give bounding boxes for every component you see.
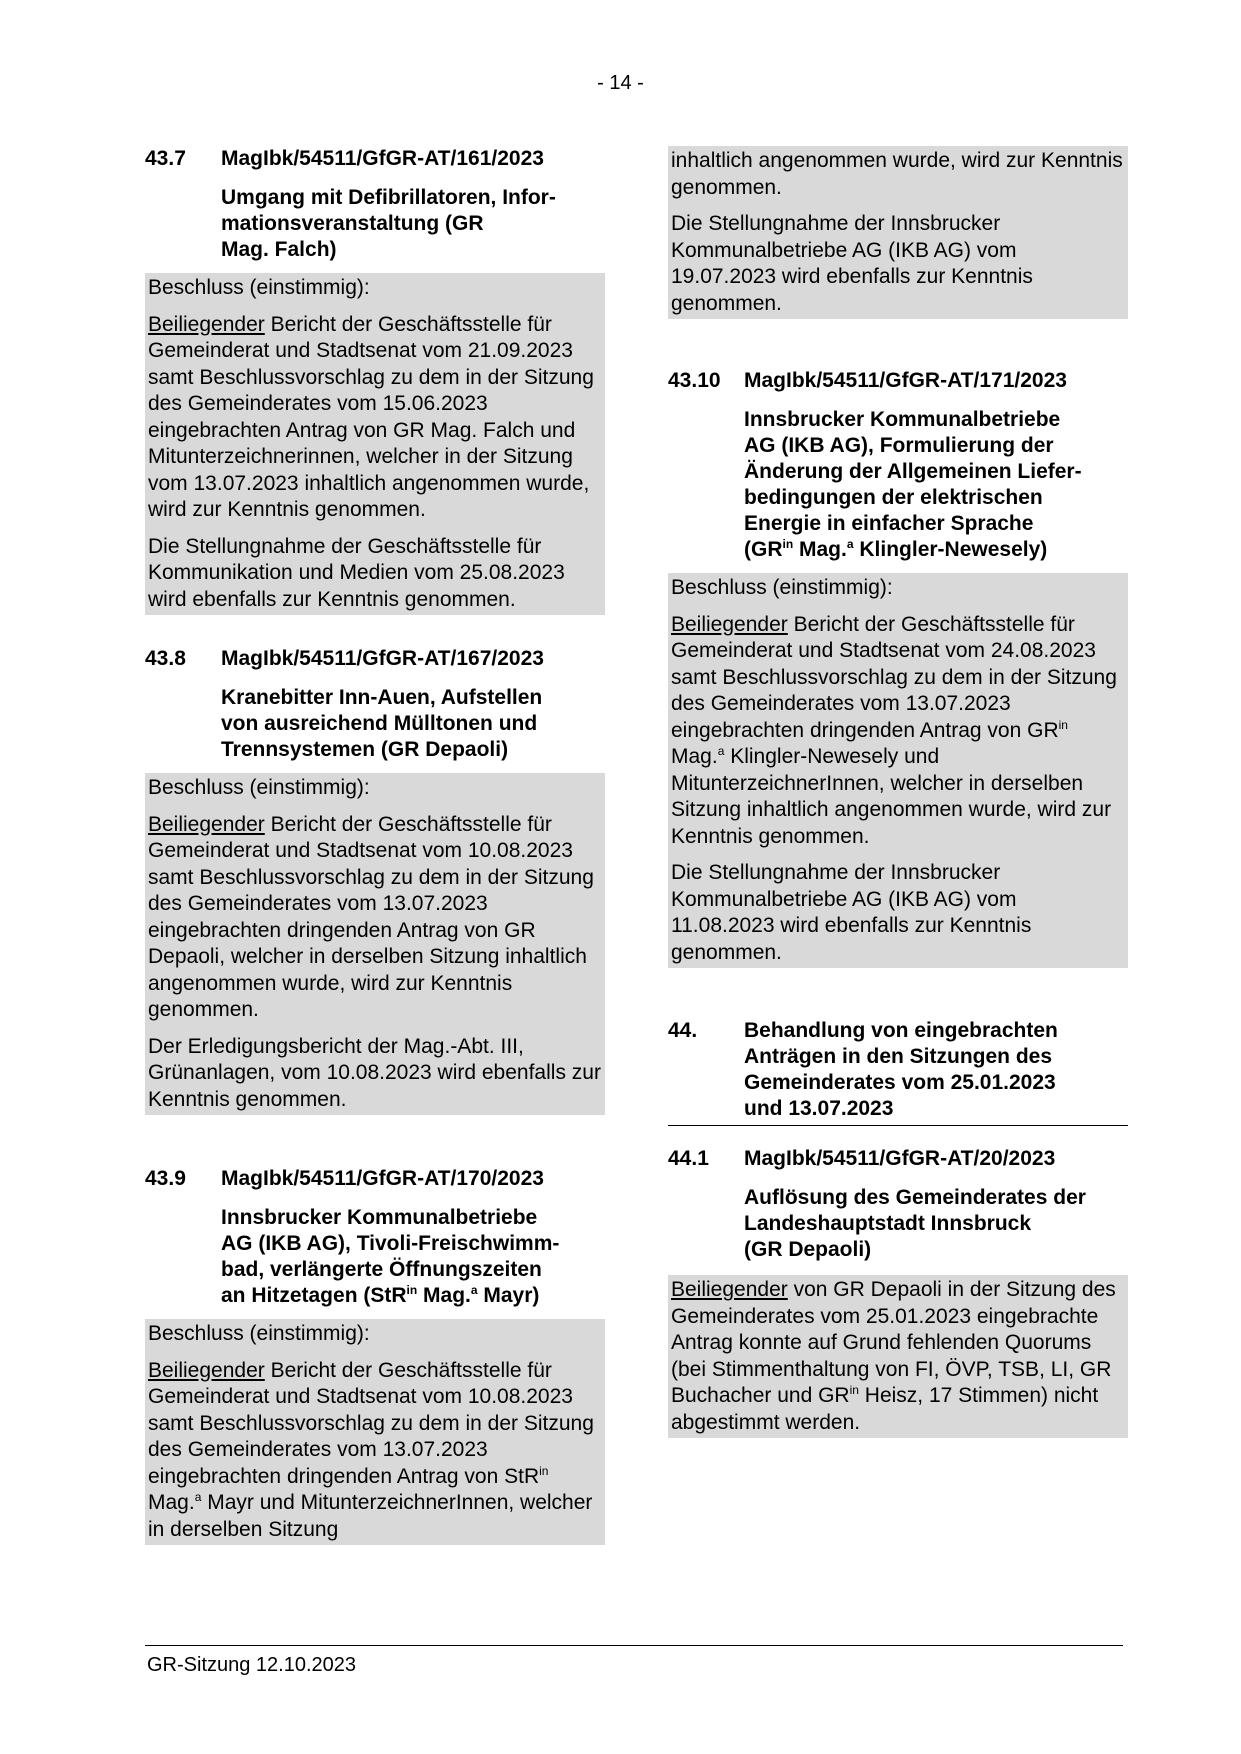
title-line: Mag. Falch) — [221, 238, 337, 261]
statement-text: Der Erledigungsbericht der Mag.-Abt. III, Grünanlagen, vom 10.08.2023 wird ebenfalls zur Kenntnis genommen. — [148, 1034, 601, 1111]
title-line: an Hitzetagen (StR$^{in}$ Mag.$^a$ Mayr) — [221, 1283, 540, 1307]
item-reference: MagIbk/54511/GfGR-AT/20/2023 — [744, 1147, 1056, 1170]
decision-box — [145, 1319, 605, 1545]
decision-text: Beiliegender von GR Depaoli in der Sitzung des Gemeinderates vom 25.01.2023 eingebrachte Antrag konnte auf Grund fehlenden Quorums (bei Stimmenthaltung von FI, ÖVP, TSB, LI, GR Buchacher und $GR^{in}$ Heisz, 17 Stimmen) nicht abgestimmt werden. — [671, 1278, 1116, 1434]
title-line: Innsbrucker Kommunalbetriebe — [744, 408, 1061, 431]
item-title — [221, 185, 605, 263]
item-heading — [668, 1146, 1128, 1172]
title-line: Landeshauptstadt Innsbruck — [744, 1212, 1032, 1235]
decision-text — [148, 312, 601, 524]
statement-text: Die Stellungnahme der Innsbrucker Kommunalbetriebe AG (IKB AG) vom 11.08.2023 wird ebenfalls zur Kenntnis genommen. — [671, 861, 1032, 964]
decision-text: Beiliegender Bericht der Geschäftsstelle für Gemeinderat und Stadtsenat vom 10.08.2023 samt Beschlussvorschlag zu dem in der Sitzung des Gemeinderates vom 13.07.2023 eingebrachten dringenden Antrag von StR$^{in}$ Mag.$^a$ Mayr und MitunterzeichnerInnen, welcher in derselben Sitzung — [148, 1358, 594, 1541]
item-43-10 — [668, 368, 1128, 968]
item-number: 43.8 — [145, 647, 186, 670]
title-line: Energie in einfacher Sprache — [744, 512, 1034, 535]
section-heading — [668, 1018, 1128, 1126]
item-number: 43.7 — [145, 147, 186, 170]
title-line: Trennsystemen (GR Depaoli) — [221, 738, 509, 761]
underlined-word: Beiliegender — [148, 1358, 265, 1382]
item-heading — [668, 368, 1128, 394]
title-line: Innsbrucker Kommunalbetriebe — [221, 1206, 538, 1229]
decision-label: Beschluss (einstimmig): — [148, 276, 370, 299]
item-reference: MagIbk/54511/GfGR-AT/171/2023 — [744, 369, 1067, 392]
decision-box — [668, 573, 1128, 968]
item-number: 44.1 — [668, 1147, 709, 1170]
title-line: Anträgen in den Sitzungen des — [744, 1045, 1053, 1068]
title-line: AG (IKB AG), Formulierung der — [744, 434, 1054, 457]
item-44-1 — [668, 1146, 1128, 1438]
decision-label: Beschluss (einstimmig): — [671, 576, 893, 599]
item-43-9 — [145, 1166, 605, 1545]
decision-box — [668, 1275, 1128, 1438]
title-line: bedingungen der elektrischen — [744, 486, 1043, 509]
decision-text — [148, 812, 601, 1024]
title-line: Gemeinderates vom 25.01.2023 — [744, 1071, 1056, 1094]
title-line: Umgang mit Defibrillatoren, Infor- — [221, 186, 556, 209]
decision-text: Beiliegender Bericht der Geschäftsstelle für Gemeinderat und Stadtsenat vom 24.08.2023 samt Beschlussvorschlag zu dem in der Sitzung des Gemeinderates vom 13.07.2023 eingebrachten dringenden Antrag von $GR^{in}$ Mag.$^a$ Klingler-Newesely und MitunterzeichnerInnen, welcher in derselben Sitzung inhaltlich angenommen wurde, wird zur Kenntnis genommen. — [671, 612, 1117, 848]
item-title — [744, 1185, 1128, 1263]
item-43-9-continued — [668, 146, 1128, 319]
footer: GR-Sitzung 12.10.2023 — [147, 1654, 357, 1676]
statement-text: Die Stellungnahme der Geschäftsstelle für Kommunikation und Medien vom 25.08.2023 wird ebenfalls zur Kenntnis genommen. — [148, 534, 565, 611]
item-title — [221, 1205, 605, 1309]
item-heading — [145, 646, 605, 672]
title-line: Kranebitter Inn-Auen, Aufstellen — [221, 686, 543, 709]
item-reference: MagIbk/54511/GfGR-AT/167/2023 — [221, 647, 544, 670]
title-line: AG (IKB AG), Tivoli-Freischwimm- — [221, 1232, 560, 1255]
underlined-word: Beiliegender — [671, 612, 788, 636]
decision-label: Beschluss (einstimmig): — [148, 776, 370, 799]
underlined-word: Beiliegender — [148, 812, 265, 836]
title-line: von ausreichend Mülltonen und — [221, 712, 538, 735]
statement-text: Die Stellungnahme der Innsbrucker Kommunalbetriebe AG (IKB AG) vom 19.07.2023 wird ebenfalls zur Kenntnis genommen. — [671, 212, 1033, 315]
decision-box — [145, 773, 605, 1115]
item-43-8 — [145, 646, 605, 1115]
section-44 — [668, 1018, 1128, 1126]
decision-box — [145, 273, 605, 615]
title-line: Auflösung des Gemeinderates der — [744, 1186, 1086, 1209]
underlined-word: Beiliegender — [671, 1278, 788, 1301]
title-line: mationsveranstaltung (GR — [221, 212, 484, 235]
item-reference: MagIbk/54511/GfGR-AT/161/2023 — [221, 147, 544, 170]
title-line: ($GR^{in}$ Mag.$^a$ Klingler-Newesely) — [744, 537, 1048, 561]
section-title — [744, 1018, 1128, 1122]
item-title — [221, 685, 605, 763]
item-number: 43.10 — [668, 369, 721, 392]
item-heading — [145, 1166, 605, 1192]
decision-text-continued: inhaltlich angenommen wurde, wird zur Kenntnis genommen. — [671, 149, 1123, 199]
title-line: (GR Depaoli) — [744, 1238, 872, 1261]
decision-label: Beschluss (einstimmig): — [148, 1322, 370, 1345]
underlined-word: Beiliegender — [148, 312, 265, 336]
text: Bericht der Geschäftsstelle für Gemeinderat und Stadtsenat vom 21.09.2023 samt Beschlussvorschlag zu dem in der Sitzung des Gemeinderates vom 15.06.2023 eingebrachten Antrag von GR Mag. Falch und Mitunterzeichnerinnen, welcher in der Sitzung vom 13.07.2023 inhaltlich angenommen wurde, wird zur Kenntnis genommen. — [148, 312, 594, 521]
item-number: 43.9 — [145, 1167, 186, 1190]
item-43-7 — [145, 146, 605, 615]
item-title — [744, 407, 1128, 563]
title-line: bad, verlängerte Öffnungszeiten — [221, 1258, 542, 1281]
section-number: 44. — [668, 1019, 698, 1042]
footer-divider — [145, 1645, 1123, 1646]
page-number: - 14 - — [597, 72, 644, 94]
item-reference: MagIbk/54511/GfGR-AT/170/2023 — [221, 1167, 544, 1190]
decision-box-continued — [668, 146, 1128, 319]
title-line: und 13.07.2023 — [744, 1097, 894, 1120]
item-heading — [145, 146, 605, 172]
text: Bericht der Geschäftsstelle für Gemeinderat und Stadtsenat vom 10.08.2023 samt Beschlussvorschlag zu dem in der Sitzung des Gemeinderates vom 13.07.2023 eingebrachten dringenden Antrag von GR Depaoli, welcher in derselben Sitzung inhaltlich angenommen wurde, wird zur Kenntnis genommen. — [148, 812, 594, 1021]
title-line: Änderung der Allgemeinen Liefer- — [744, 460, 1082, 483]
title-line: Behandlung von eingebrachten — [744, 1019, 1058, 1042]
